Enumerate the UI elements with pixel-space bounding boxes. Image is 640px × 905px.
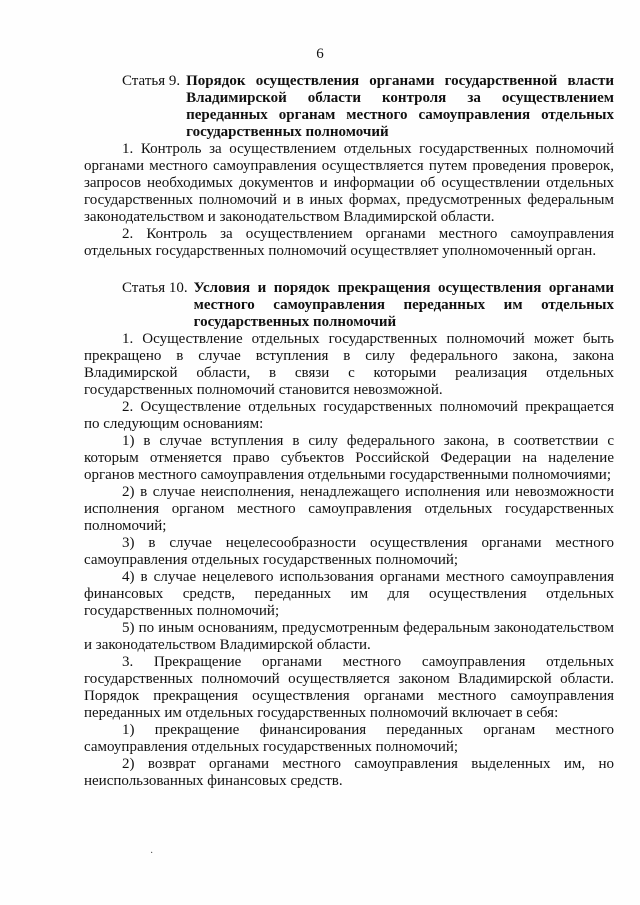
article-10-paragraph-3: 3. Прекращение органами местного самоуправления отдельных государственных полномочий осуществляется законом Владимирской области. Порядок прекращения осуществления органами местного самоуправления переданных им отдельных государственных полномочий включает в себя: — [84, 654, 614, 721]
article-9-heading — [84, 73, 614, 141]
article-10 — [84, 280, 614, 790]
scan-speck: · — [150, 848, 154, 859]
article-10-item-2: 2) в случае неисполнения, ненадлежащего исполнения или невозможности исполнения органом местного самоуправления отдельных государственных полномочий; — [84, 484, 614, 534]
article-10-paragraph-2: 2. Осуществление отдельных государственных полномочий прекращается по следующим основаниям: — [84, 399, 614, 432]
article-10-item-5: 5) по иным основаниям, предусмотренным федеральным законодательством и законодательством Владимирской области. — [84, 620, 614, 653]
article-10-subitem-1: 1) прекращение финансирования переданных органам местного самоуправления отдельных государственных полномочий; — [84, 722, 614, 755]
article-10-title: Условия и порядок прекращения осуществления органами местного самоуправления переданных им отдельных государственных полномочий — [193, 280, 614, 330]
article-9 — [84, 73, 614, 260]
article-10-subitem-2: 2) возврат органами местного самоуправления выделенных им, но неиспользованных финансовых средств. — [84, 756, 614, 789]
article-10-item-1: 1) в случае вступления в силу федерального закона, в соответствии с которым отменяется право субъектов Российской Федерации на наделение органов местного самоуправления отдельными государственными полномочиями; — [84, 433, 614, 483]
article-9-paragraph-2: 2. Контроль за осуществлением органами местного самоуправления отдельных государственных полномочий осуществляет уполномоченный орган. — [84, 226, 614, 259]
article-9-title: Порядок осуществления органами государственной власти Владимирской области контроля за осуществлением переданных органам местного самоуправления отдельных государственных полномочий — [186, 73, 614, 140]
article-10-paragraph-1: 1. Осуществление отдельных государственных полномочий может быть прекращено в случае вступления в силу федерального закона, закона Владимирской области, в связи с которыми реализация отдельных государственных полномочий становится невозможной. — [84, 331, 614, 398]
article-9-paragraph-1: 1. Контроль за осуществлением отдельных государственных полномочий органами местного самоуправления осуществляется путем проведения проверок, запросов необходимых документов и информации об осуществлении отдельных государственных полномочий и в иных формах, предусмотренных федеральным законодательством и законодательством Владимирской области. — [84, 141, 614, 225]
article-10-label: Статья 10. — [122, 280, 188, 296]
article-10-item-4: 4) в случае нецелевого использования органами местного самоуправления финансовых средств, переданных им для осуществления отдельных государственных полномочий; — [84, 569, 614, 619]
page-number: 6 — [316, 46, 324, 62]
article-10-item-3: 3) в случае нецелесообразности осуществления органами местного самоуправления отдельных государственных полномочий; — [84, 535, 614, 568]
article-9-label: Статья 9. — [122, 73, 181, 89]
article-10-heading — [84, 280, 614, 331]
